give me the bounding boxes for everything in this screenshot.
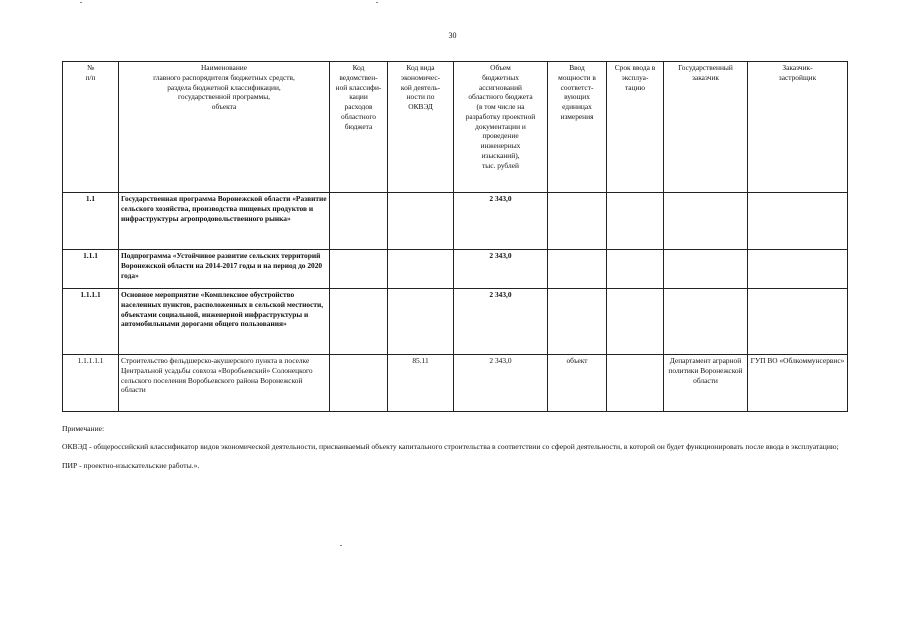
notes-title: Примечание: — [62, 424, 105, 433]
table-row — [63, 250, 848, 289]
row-okved: 85.11 — [388, 355, 454, 412]
row-developer: ГУП ВО «Облкоммунсервис» — [748, 355, 848, 412]
row-term — [607, 289, 664, 355]
row-volume: 2 343,0 — [454, 289, 548, 355]
row-volume: 2 343,0 — [454, 250, 548, 289]
table-row — [63, 193, 848, 250]
header-okved: Код вида экономичес- кой деятель- ности по ОКВЭД — [388, 62, 454, 193]
note-okved: ОКВЭД - общероссийский классификатор видов экономической деятельности, присваиваемый объекту капитального строительства в соответствии со сферой деятельности, в которой он будет функционировать после ввода в эксплуатацию; — [62, 442, 839, 452]
row-volume: 2 343,0 — [454, 355, 548, 412]
row-customer: Департамент аграрной политики Воронежской области — [664, 355, 748, 412]
row-dept-code — [330, 289, 388, 355]
row-customer — [664, 250, 748, 289]
header-volume: Объем бюджетных ассигнований областного бюджета (в том числе на разработку проектной документации и проведение инженерных изысканий), тыс. рублей — [454, 62, 548, 193]
row-name: Строительство фельдшерско-акушерского пункта в поселке Центральной усадьбы совхоза «Воробьевский» Солонецкого сельского поселения Воробьевского района Воронежской области — [119, 355, 330, 412]
row-capacity — [548, 289, 607, 355]
row-term — [607, 250, 664, 289]
scan-artifact — [340, 545, 342, 546]
header-number: № п/п — [63, 62, 119, 193]
row-name: Подпрограмма «Устойчивое развитие сельских территорий Воронежской области на 2014-2017 годы и на период до 2020 года» — [119, 250, 330, 289]
scan-artifact — [80, 2, 82, 3]
header-dept-code: Код ведомствен- ной классифи- кации расходов областного бюджета — [330, 62, 388, 193]
row-number: 1.1.1 — [63, 250, 119, 289]
row-okved — [388, 193, 454, 250]
header-developer: Заказчик- застройщик — [748, 62, 848, 193]
row-name: Основное мероприятие «Комплексное обустройство населенных пунктов, расположенных в сельской местности, объектами социальной, инженерной инфраструктуры и автомобильными дорогами общего пользования» — [119, 289, 330, 355]
row-number: 1.1.1.1 — [63, 289, 119, 355]
row-term — [607, 193, 664, 250]
header-term: Срок ввода в эксплуа- тацию — [607, 62, 664, 193]
row-dept-code — [330, 193, 388, 250]
budget-table — [62, 61, 848, 412]
row-capacity: объект — [548, 355, 607, 412]
row-capacity — [548, 250, 607, 289]
row-capacity — [548, 193, 607, 250]
row-name: Государственная программа Воронежской области «Развитие сельского хозяйства, производства пищевых продуктов и инфраструктуры агропродовольственного рынка» — [119, 193, 330, 250]
row-developer — [748, 289, 848, 355]
scan-artifact — [376, 2, 378, 3]
row-dept-code — [330, 250, 388, 289]
header-name: Наименование главного распорядителя бюджетных средств, раздела бюджетной классификации, государственной программы, объекта — [119, 62, 330, 193]
note-pir: ПИР - проектно-изыскательские работы.». — [62, 460, 200, 470]
table-row — [63, 289, 848, 355]
row-developer — [748, 250, 848, 289]
row-dept-code — [330, 355, 388, 412]
row-customer — [664, 193, 748, 250]
table-header-row — [63, 62, 848, 193]
header-capacity: Ввод мощности в соответст- вующих единицах измерения — [548, 62, 607, 193]
header-state-customer: Государственный заказчик — [664, 62, 748, 193]
row-term — [607, 355, 664, 412]
table-row — [63, 355, 848, 412]
page-number: 30 — [448, 31, 457, 40]
row-okved — [388, 250, 454, 289]
row-number: 1.1 — [63, 193, 119, 250]
row-okved — [388, 289, 454, 355]
notes-section — [62, 424, 847, 479]
row-customer — [664, 289, 748, 355]
row-developer — [748, 193, 848, 250]
row-number: 1.1.1.1.1 — [63, 355, 119, 412]
row-volume: 2 343,0 — [454, 193, 548, 250]
